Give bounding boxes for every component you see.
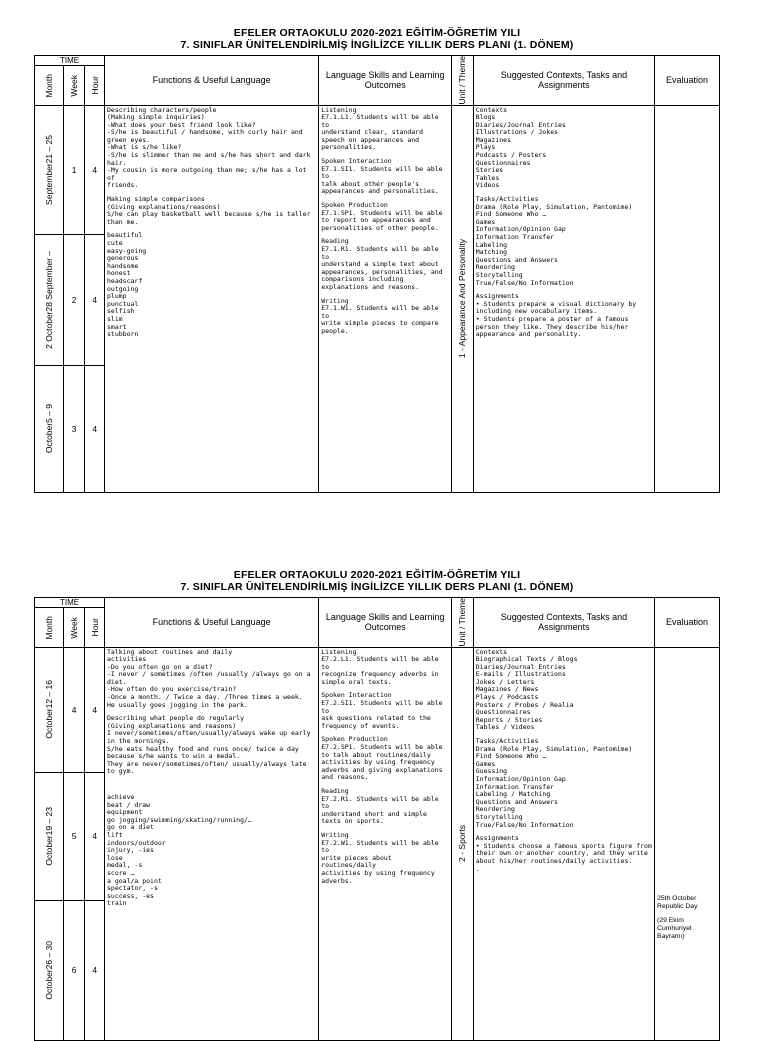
skills-cell — [319, 647, 452, 1040]
text-line: write simple pieces to compare — [321, 319, 439, 328]
text-line: (Giving explanations/reasons) — [107, 202, 221, 211]
text-line: Questions and Answers — [475, 797, 558, 806]
text-line: lift — [107, 830, 123, 839]
text-line: Contexts — [475, 105, 508, 114]
text-line: adverbs and giving explanations — [321, 765, 443, 774]
text-line: Guessing — [475, 767, 508, 776]
text-line: activities — [107, 655, 147, 664]
text-line: Bayramı) — [657, 932, 685, 940]
text-line: Questions and Answers — [475, 255, 558, 264]
plan-table-2 — [34, 597, 720, 1041]
functions-cell — [105, 105, 319, 492]
text-line: Assignments — [475, 292, 519, 301]
text-line: adverbs. — [321, 876, 353, 885]
text-line: E7.2.W1. Students will be able to — [321, 838, 443, 855]
text-line: recognize frequency adverbs in — [321, 670, 439, 679]
text-line: stubborn — [107, 330, 139, 339]
text-line: about his/her routines/daily activities. — [475, 856, 633, 865]
text-line: Describing characters/people — [107, 105, 217, 114]
text-line: Spoken Interaction — [321, 691, 392, 700]
text-line: E7.2.L1. Students will be able to — [321, 655, 443, 671]
text-line: -How often do you exercise/train? — [107, 685, 237, 694]
month-cell: October5 – 9 — [35, 365, 64, 492]
text-line: Tasks/Activities — [475, 195, 539, 204]
skills-header: Language Skills and Learning Outcomes — [319, 598, 452, 648]
week-cell: 2 — [63, 234, 85, 365]
text-line: Describing what people do regularly — [107, 714, 244, 723]
text-line: Plays / Podcasts — [475, 693, 539, 702]
text-line: achieve — [107, 793, 135, 802]
text-line: success, -es — [107, 891, 154, 900]
text-line: E7.2.R1. Students will be able to — [321, 794, 443, 811]
text-line: Diaries/Journal Entries — [475, 120, 566, 129]
text-line: 25th October — [657, 894, 697, 902]
text-line: easy-going — [107, 246, 147, 255]
text-line: Writing — [321, 296, 349, 305]
text-line: I never/sometimes/often/usually/always wake up early — [107, 729, 311, 738]
text-line: personalities. — [321, 143, 377, 152]
text-line: understand clear, standard — [321, 128, 424, 137]
text-line: a goal/a point — [107, 876, 162, 885]
text-line: Spoken Interaction — [321, 157, 392, 166]
text-line: Plays — [475, 143, 496, 152]
text-line: Podcasts / Posters — [475, 151, 547, 160]
text-line: medal, -s — [107, 861, 143, 870]
text-line: Information Transfer — [475, 782, 555, 791]
text-line: Posters / Probes / Realia — [475, 700, 574, 709]
text-line: They are never/sometimes/often/ usually/always late — [107, 759, 307, 768]
text-line: Illustrations / Jokes — [475, 128, 558, 137]
hour-cell: 4 — [85, 900, 105, 1040]
text-line: train — [107, 899, 127, 908]
evaluation-header: Evaluation — [655, 598, 720, 648]
text-line: smart — [107, 322, 127, 331]
text-line: injury, -ies — [107, 846, 154, 855]
text-line: (Giving explanations and reasons) — [107, 721, 237, 730]
text-line: activities by using frequency — [321, 868, 435, 877]
contexts-cell — [473, 647, 654, 1040]
text-line: simple oral texts. — [321, 677, 392, 686]
text-line: understand a simple text about — [321, 260, 439, 269]
text-line: spectator, -s — [107, 884, 158, 893]
text-line: appearances and personalities. — [321, 187, 439, 196]
functions-cell — [105, 647, 319, 1040]
contexts-cell — [473, 105, 654, 492]
text-line: person they like. They describe his/her — [475, 322, 629, 331]
text-line: Storytelling — [475, 270, 523, 279]
text-line: including new vocabulary items. — [475, 307, 598, 316]
text-line: -What does your best friend look like? — [107, 120, 256, 129]
text-line: Questionnaires — [475, 708, 531, 717]
text-line: He usually goes jogging in the park. — [107, 700, 248, 709]
text-line: Magazines — [475, 135, 511, 144]
month-header: Month — [35, 66, 64, 105]
text-line: -I never / sometimes /often /usually /always go on a — [107, 670, 311, 679]
text-line: ask questions related to the — [321, 714, 431, 723]
text-line: (29 Ekim — [657, 916, 684, 924]
text-line: green eyes. — [107, 135, 151, 144]
hour-header: Hour — [85, 608, 105, 647]
text-line: Jokes / Letters — [475, 677, 535, 686]
text-line: selfish — [107, 307, 135, 316]
text-line: equipment — [107, 808, 143, 817]
text-line: Stories — [475, 166, 504, 175]
text-line: (Making simple inquiries) — [107, 113, 205, 122]
text-line: Reports / Stories — [475, 715, 543, 724]
text-line: Assignments — [475, 834, 519, 843]
week-header: Week — [63, 66, 85, 105]
text-line: hair. — [107, 158, 127, 167]
text-line: • Students choose a famous sports figure from — [475, 841, 652, 850]
evaluation-cell — [655, 105, 720, 492]
text-line: True/False/No Information — [475, 278, 574, 287]
unit-cell: 1 - Appearance And Personality — [452, 105, 474, 492]
week-cell: 3 — [63, 365, 85, 492]
text-line: Reordering — [475, 805, 515, 814]
text-line: Reordering — [475, 263, 515, 272]
text-line: E7.1.SP1. Students will be able — [321, 208, 443, 217]
month-cell: September21 – 25 — [35, 105, 64, 234]
text-line: Matching — [475, 248, 508, 257]
text-line: explanations and reasons. — [321, 282, 420, 291]
text-line: indoors/outdoor — [107, 838, 166, 847]
text-line: Information Transfer — [475, 233, 555, 242]
text-line: understand short and simple — [321, 809, 427, 818]
text-line: cute — [107, 239, 123, 248]
month-cell: October19 – 23 — [35, 772, 64, 900]
hour-cell: 4 — [85, 772, 105, 900]
text-line: Storytelling — [475, 812, 523, 821]
text-line: Labeling — [475, 240, 508, 249]
text-line: speech on appearances and — [321, 135, 420, 144]
text-line: True/False/No Information — [475, 820, 574, 829]
text-line: headscarf — [107, 276, 143, 285]
text-line: talk about other people's — [321, 179, 420, 188]
contexts-header: Suggested Contexts, Tasks and Assignments — [473, 56, 654, 106]
plan-title: 7. SINIFLAR ÜNİTELENDİRİLMİŞ İNGİLİZCE YILLIK DERS PLANI (1. DÖNEM) — [180, 39, 574, 51]
text-line: -Do you often go on a diet? — [107, 662, 213, 671]
text-line: E7.1.SI1. Students will be able to — [321, 164, 447, 181]
text-line: appearance and personality. — [475, 330, 582, 339]
text-line: texts on sports. — [321, 817, 384, 826]
text-line: Find Someone Who … — [475, 752, 547, 761]
text-line: Listening — [321, 647, 357, 656]
text-line: handsome — [107, 261, 139, 270]
skills-cell — [319, 105, 452, 492]
text-line: go on a diet — [107, 823, 154, 832]
plan-title: 7. SINIFLAR ÜNİTELENDİRİLMİŞ İNGİLİZCE YILLIK DERS PLANI (1. DÖNEM) — [180, 581, 574, 593]
text-line: E7.2.SI1. Students will be able to — [321, 699, 447, 715]
text-line: beautiful — [107, 231, 143, 240]
text-line: their own or another country, and they write — [475, 849, 648, 858]
text-line: appearances, personalities, and — [321, 267, 443, 276]
text-line: Talking about routines and daily — [107, 647, 233, 656]
text-line: Videos — [475, 181, 500, 190]
text-line: E7.1.W1. Students will be able to — [321, 304, 443, 320]
text-line: plump — [107, 292, 127, 301]
school-title: EFELER ORTAOKULU 2020-2021 EĞİTİM-ÖĞRETİM YILI — [233, 27, 521, 39]
text-line: beat / draw — [107, 800, 151, 809]
text-line: -Once a month. / Twice a day. /Three times a week. — [107, 693, 303, 702]
month-cell: October12 – 16 — [35, 647, 64, 772]
school-title: EFELER ORTAOKULU 2020-2021 EĞİTİM-ÖĞRETİM YILI — [233, 569, 521, 581]
text-line: E7.1.R1. Students will be able to — [321, 245, 443, 261]
text-line: to report on appearances and — [321, 216, 431, 225]
week-header: Week — [63, 608, 85, 647]
text-line: S/he can play basketball well because s/he is taller — [107, 210, 311, 219]
text-line: . — [475, 864, 480, 873]
text-line: diet. — [107, 677, 127, 686]
text-line: slim — [107, 314, 123, 323]
text-line: Tasks/Activities — [475, 737, 539, 746]
skills-header: Language Skills and Learning Outcomes — [319, 56, 452, 106]
text-line: Information/Opinion Gap — [475, 775, 566, 784]
text-line: because s/he wants to win a medal. — [107, 752, 241, 761]
plan-table-1 — [34, 55, 720, 493]
text-line: E7.2.SP1. Students will be able — [321, 743, 443, 752]
text-line: Reading — [321, 787, 349, 796]
text-line: in the mornings. — [107, 737, 170, 746]
text-line: Games — [475, 217, 496, 226]
plan-sheet-2 — [34, 569, 720, 1041]
text-line: S/he eats healthy food and runs once/ twice a day — [107, 744, 299, 753]
text-line: Information/Opinion Gap — [475, 225, 566, 234]
text-line: • Students prepare a poster of a famous — [475, 314, 629, 323]
month-cell: 2 October28 September – — [35, 234, 64, 365]
text-line: Questionnaires — [475, 158, 531, 167]
text-line: activities by using frequency — [321, 758, 435, 767]
text-line: Magazines / News — [475, 685, 539, 694]
text-line: -My cousin is more outgoing than me; s/he has a lot of — [107, 166, 311, 182]
text-line: Drama (Role Play, Simulation, Pantomime) — [475, 744, 633, 753]
text-line: go jogging/swimming/skating/running/… — [107, 815, 252, 824]
functions-header: Functions & Useful Language — [105, 56, 319, 106]
evaluation-header: Evaluation — [655, 56, 720, 106]
text-line: outgoing — [107, 284, 139, 293]
text-line: comparisons including — [321, 275, 404, 284]
evaluation-cell — [655, 647, 720, 1040]
text-line: generous — [107, 254, 139, 263]
text-line: Games — [475, 759, 496, 768]
text-line: Contexts — [475, 647, 508, 656]
text-line: Writing — [321, 830, 349, 839]
text-line: write pieces about routines/daily — [321, 853, 396, 870]
hour-header: Hour — [85, 66, 105, 105]
text-line: and reasons. — [321, 773, 369, 782]
text-line: than me. — [107, 217, 139, 226]
text-line: E7.1.L1. Students will be able to — [321, 113, 443, 129]
time-header: TIME — [35, 56, 105, 66]
text-line: -S/he is beautiful / handsome, with curly hair and — [107, 128, 303, 137]
text-line: personalities of other people. — [321, 223, 439, 232]
text-line: Drama (Role Play, Simulation, Pantomime) — [475, 202, 633, 211]
text-line: Biographical Texts / Blogs — [475, 655, 578, 664]
text-line: Diaries/Journal Entries — [475, 662, 566, 671]
text-line: friends. — [107, 181, 139, 190]
text-line: -S/he is slimmer than me and s/he has short and dark — [107, 151, 311, 160]
contexts-header: Suggested Contexts, Tasks and Assignments — [473, 598, 654, 648]
unit-header: Unit / Theme — [452, 598, 474, 648]
hour-cell: 4 — [85, 234, 105, 365]
text-line: lose — [107, 853, 123, 862]
text-line: Reading — [321, 237, 349, 246]
text-line: frequency of events. — [321, 721, 400, 730]
hour-cell: 4 — [85, 647, 105, 772]
text-line: honest — [107, 269, 131, 278]
text-line: Making simple comparisons — [107, 195, 205, 204]
text-line: to gym. — [107, 767, 135, 776]
hour-cell: 4 — [85, 365, 105, 492]
week-cell: 4 — [63, 647, 85, 772]
text-line: Tables / Videos — [475, 723, 535, 732]
text-line: Find Someone Who … — [475, 210, 547, 219]
unit-cell: 2 - Sports — [452, 647, 474, 1040]
text-line: Spoken Production — [321, 735, 388, 744]
text-line: people. — [321, 326, 349, 335]
week-cell: 6 — [63, 900, 85, 1040]
plan-sheet-1 — [34, 27, 720, 493]
month-header: Month — [35, 608, 64, 647]
week-cell: 5 — [63, 772, 85, 900]
text-line: score … — [107, 868, 135, 877]
hour-cell: 4 — [85, 105, 105, 234]
text-line: E-mails / Illustrations — [475, 670, 566, 679]
text-line: Blogs — [475, 113, 496, 122]
functions-header: Functions & Useful Language — [105, 598, 319, 648]
text-line: Republic Day — [657, 902, 698, 910]
text-line: punctual — [107, 299, 139, 308]
text-line: • Students prepare a visual dictionary by — [475, 299, 637, 308]
month-cell: October26 – 30 — [35, 900, 64, 1040]
text-line: -What is s/he like? — [107, 143, 182, 152]
text-line: to talk about routines/daily — [321, 750, 431, 759]
week-cell: 1 — [63, 105, 85, 234]
unit-header: Unit / Theme — [452, 56, 474, 106]
time-header: TIME — [35, 598, 105, 608]
text-line: Cumhuriyet — [657, 924, 692, 932]
text-line: Listening — [321, 105, 357, 114]
text-line: Labeling / Matching — [475, 790, 551, 799]
text-line: Tables — [475, 173, 500, 182]
text-line: Spoken Production — [321, 201, 388, 210]
